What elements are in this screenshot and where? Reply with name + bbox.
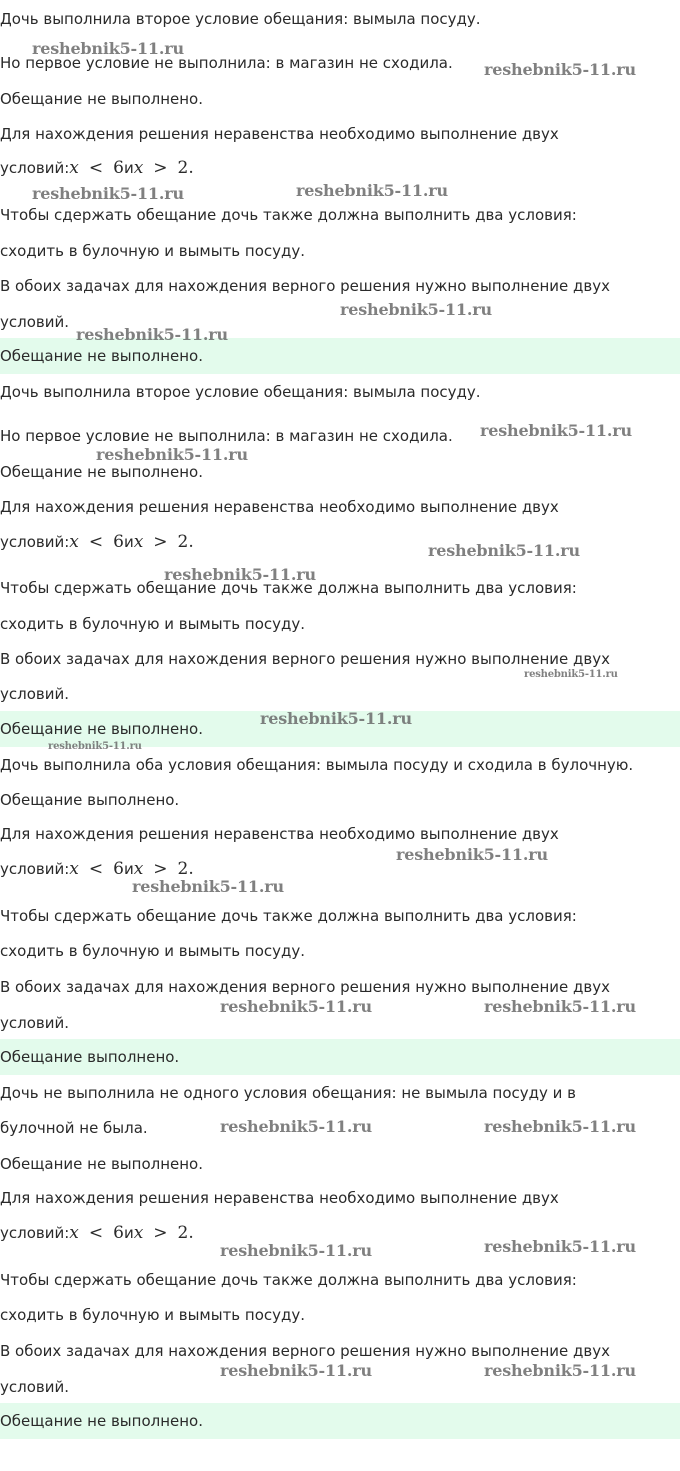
watermark: reshebnik5-11.ru	[220, 1361, 372, 1380]
block1-both-line: В обоих задачах для нахождения верного решения нужно выполнение двух	[0, 277, 610, 295]
block4-both-line-2: условий.	[0, 1378, 69, 1396]
block3-both-line-2: условий.	[0, 1014, 69, 1032]
inequality: x > 2.	[133, 1223, 194, 1243]
inequality: x > 2.	[133, 859, 194, 879]
watermark: reshebnik5-11.ru	[340, 300, 492, 319]
block2-promise-line-2: сходить в булочную и вымыть посуду.	[0, 615, 306, 633]
watermark: reshebnik5-11.ru	[96, 445, 248, 464]
math-prefix: условий:	[0, 159, 70, 177]
conjunction: и	[123, 533, 134, 551]
block3-math-line	[0, 859, 680, 879]
watermark: reshebnik5-11.ru	[484, 1361, 636, 1380]
block4-result: Обещание не выполнено.	[0, 1155, 204, 1173]
block1-result: Обещание не выполнено.	[0, 90, 204, 108]
block1-both-line-2: условий.	[0, 313, 69, 331]
block3-answer-highlight	[0, 1039, 680, 1075]
watermark: reshebnik5-11.ru	[220, 997, 372, 1016]
block3-answer: Обещание выполнено.	[0, 1048, 180, 1066]
block1-promise-line: Чтобы сдержать обещание дочь также должна выполнить два условия:	[0, 206, 577, 224]
block1-answer: Обещание не выполнено.	[0, 347, 204, 365]
block1-promise-line-2: сходить в булочную и вымыть посуду.	[0, 242, 306, 260]
block4-answer: Обещание не выполнено.	[0, 1412, 204, 1430]
block1-daughter-line-2: Но первое условие не выполнила: в магазин не сходила.	[0, 54, 453, 72]
block4-promise-line: Чтобы сдержать обещание дочь также должна выполнить два условия:	[0, 1271, 577, 1289]
conjunction: и	[123, 159, 134, 177]
watermark: reshebnik5-11.ru	[32, 184, 184, 203]
watermark: reshebnik5-11.ru	[76, 325, 228, 344]
block4-math-intro: Для нахождения решения неравенства необходимо выполнение двух	[0, 1189, 559, 1207]
conjunction: и	[123, 1224, 134, 1242]
watermark: reshebnik5-11.ru	[484, 997, 636, 1016]
watermark: reshebnik5-11.ru	[480, 421, 632, 440]
block3-promise-line: Чтобы сдержать обещание дочь также должна выполнить два условия:	[0, 907, 577, 925]
watermark: reshebnik5-11.ru	[260, 709, 412, 728]
inequality: x > 2.	[133, 158, 194, 178]
math-prefix: условий:	[0, 533, 70, 551]
block1-math-intro: Для нахождения решения неравенства необходимо выполнение двух	[0, 125, 559, 143]
block3-promise-line-2: сходить в булочную и вымыть посуду.	[0, 942, 306, 960]
watermark: reshebnik5-11.ru	[132, 877, 284, 896]
watermark: reshebnik5-11.ru	[484, 60, 636, 79]
watermark: reshebnik5-11.ru	[220, 1241, 372, 1260]
conjunction: и	[123, 860, 134, 878]
block3-math-intro: Для нахождения решения неравенства необходимо выполнение двух	[0, 825, 559, 843]
block2-answer: Обещание не выполнено.	[0, 720, 204, 738]
watermark: reshebnik5-11.ru	[48, 741, 142, 752]
watermark: reshebnik5-11.ru	[524, 669, 618, 680]
block1-daughter-line: Дочь выполнила второе условие обещания: вымыла посуду.	[0, 10, 481, 28]
block2-promise-line: Чтобы сдержать обещание дочь также должна выполнить два условия:	[0, 579, 577, 597]
watermark: reshebnik5-11.ru	[484, 1237, 636, 1256]
block4-daughter-line-2: булочной не была.	[0, 1119, 148, 1137]
watermark: reshebnik5-11.ru	[396, 845, 548, 864]
block2-math-intro: Для нахождения решения неравенства необходимо выполнение двух	[0, 498, 559, 516]
watermark: reshebnik5-11.ru	[428, 541, 580, 560]
block2-daughter-line-2: Но первое условие не выполнила: в магазин не сходила.	[0, 427, 453, 445]
block3-daughter-line: Дочь выполнила оба условия обещания: вымыла посуду и сходила в булочную.	[0, 756, 634, 774]
block3-both-line: В обоих задачах для нахождения верного решения нужно выполнение двух	[0, 978, 610, 996]
block4-promise-line-2: сходить в булочную и вымыть посуду.	[0, 1306, 306, 1324]
block3-result: Обещание выполнено.	[0, 791, 180, 809]
inequality: x < 6	[69, 859, 124, 879]
watermark: reshebnik5-11.ru	[164, 565, 316, 584]
block1-math-line	[0, 158, 680, 178]
math-prefix: условий:	[0, 860, 70, 878]
block4-daughter-line: Дочь не выполнила не одного условия обещания: не вымыла посуду и в	[0, 1084, 577, 1102]
watermark: reshebnik5-11.ru	[484, 1117, 636, 1136]
inequality: x > 2.	[133, 532, 194, 552]
watermark: reshebnik5-11.ru	[220, 1117, 372, 1136]
inequality: x < 6	[69, 532, 124, 552]
watermark: reshebnik5-11.ru	[32, 39, 184, 58]
block2-both-line-2: условий.	[0, 685, 69, 703]
block4-both-line: В обоих задачах для нахождения верного решения нужно выполнение двух	[0, 1342, 610, 1360]
block4-answer-highlight	[0, 1403, 680, 1439]
inequality: x < 6	[69, 158, 124, 178]
inequality: x < 6	[69, 1223, 124, 1243]
math-prefix: условий:	[0, 1224, 70, 1242]
block2-daughter-line: Дочь выполнила второе условие обещания: вымыла посуду.	[0, 383, 481, 401]
block2-both-line: В обоих задачах для нахождения верного решения нужно выполнение двух	[0, 650, 610, 668]
block2-result: Обещание не выполнено.	[0, 463, 204, 481]
watermark: reshebnik5-11.ru	[296, 181, 448, 200]
